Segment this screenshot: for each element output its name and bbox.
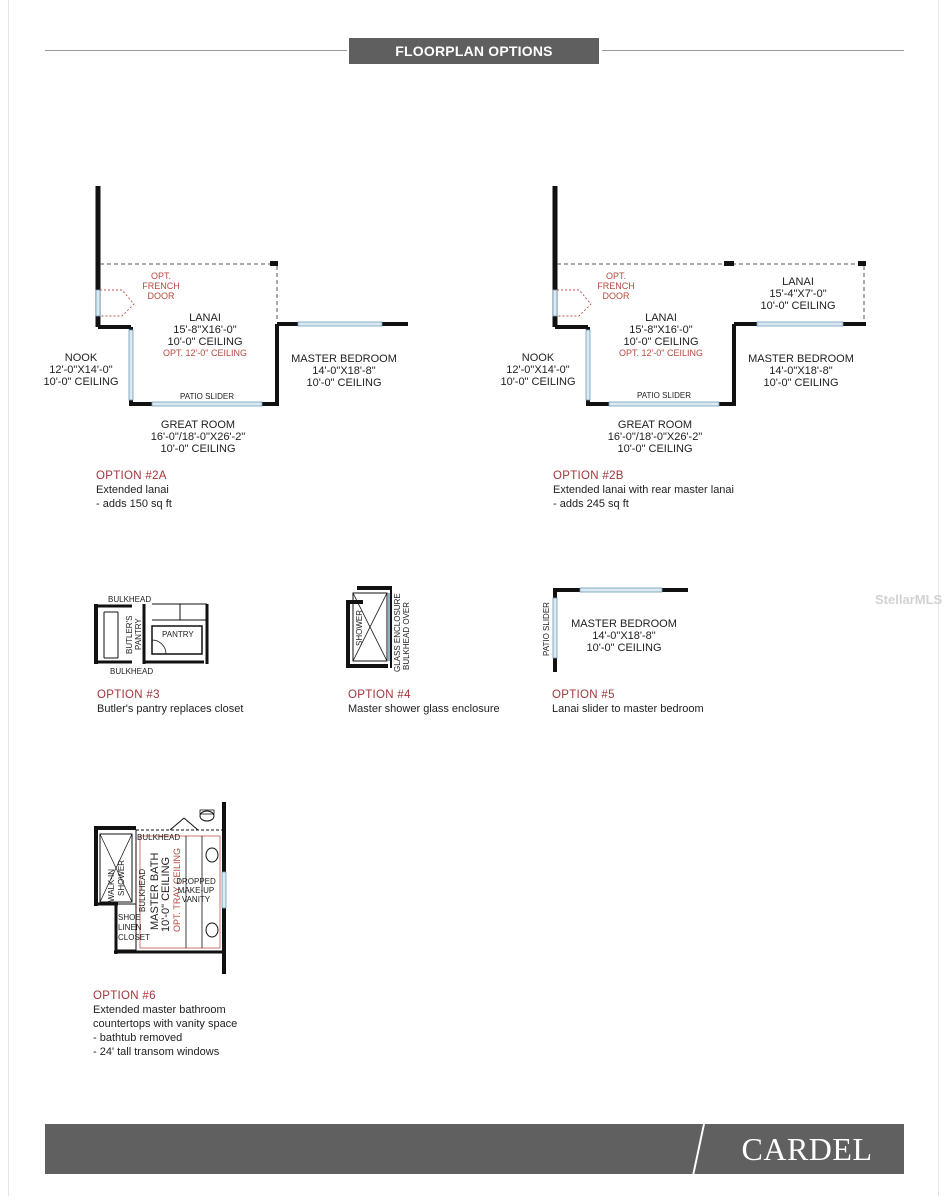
opt-french-door-3: DOOR	[147, 291, 175, 301]
nook-dims: 12'-0"X14'-0"	[506, 364, 570, 376]
option-line: - bathtub removed	[93, 1032, 183, 1044]
option-title: OPTION #4	[348, 689, 411, 701]
watermark: StellarMLS	[875, 592, 943, 607]
plan-option-5	[538, 584, 698, 674]
header-rule-left	[45, 50, 347, 51]
header-rule-right	[602, 50, 904, 51]
lanai-ceiling: 10'-0" CEILING	[623, 336, 699, 348]
shoe-linen-label-3: CLOSET	[118, 933, 151, 942]
nook-name: NOOK	[64, 352, 98, 364]
master-bedroom-ceiling: 10'-0" CEILING	[763, 377, 839, 389]
lanai-ceiling: 10'-0" CEILING	[167, 336, 243, 348]
bulkhead-over-label: BULKHEAD OVER	[402, 601, 411, 670]
option-2a-caption	[96, 469, 172, 511]
master-bedroom-dims: 14'-0"X18'-8"	[769, 365, 833, 377]
nook-dims: 12'-0"X14'-0"	[49, 364, 113, 376]
dropped-vanity-label-2: MAKE-UP	[177, 886, 215, 895]
great-room-dims: 16'-0"/18'-0"X26'-2"	[607, 431, 703, 443]
glass-enclosure-label: GLASS ENCLOSURE	[393, 593, 402, 672]
master-bedroom-name: MASTER BEDROOM	[748, 353, 854, 365]
great-room-dims: 16'-0"/18'-0"X26'-2"	[150, 431, 246, 443]
shoe-linen-label-1: SHOE	[118, 913, 141, 922]
page-title: FLOORPLAN OPTIONS	[349, 38, 599, 64]
option-line: Extended master bathroom	[93, 1004, 226, 1016]
option-title: OPTION #5	[552, 689, 615, 701]
nook-ceiling: 10'-0" CEILING	[43, 376, 119, 388]
lanai-name: LANAI	[645, 312, 677, 324]
nook-ceiling: 10'-0" CEILING	[500, 376, 576, 388]
option-line: countertops with vanity space	[93, 1018, 238, 1030]
great-room-name: GREAT ROOM	[617, 419, 693, 431]
option-5-caption	[552, 688, 704, 716]
opt-french-door-1: OPT.	[150, 271, 172, 281]
bulkhead-top-label: BULKHEAD	[108, 595, 152, 604]
option-line: Extended lanai	[96, 484, 169, 496]
great-room-ceiling: 10'-0" CEILING	[617, 443, 693, 455]
option-line: - adds 245 sq ft	[553, 498, 629, 510]
shower-label: SHOWER	[355, 610, 364, 646]
dropped-vanity-label-3: VANITY	[181, 895, 211, 904]
bulkhead-side-label: BULKHEAD	[138, 868, 147, 912]
patio-slider-label: PATIO SLIDER	[542, 602, 551, 656]
butlers-pantry-label-2: PANTRY	[134, 618, 143, 650]
rear-lanai-name: LANAI	[782, 276, 814, 288]
great-room-name: GREAT ROOM	[160, 419, 236, 431]
patio-slider-label: PATIO SLIDER	[180, 392, 234, 401]
master-bedroom-name: MASTER BEDROOM	[291, 353, 397, 365]
option-title: OPTION #2B	[553, 470, 624, 482]
plan-option-3	[92, 590, 222, 676]
option-2b-caption	[553, 469, 734, 511]
plan-option-4	[343, 584, 423, 674]
master-bedroom-name: MASTER BEDROOM	[571, 618, 677, 630]
lanai-name: LANAI	[189, 312, 221, 324]
option-line: - 24' tall transom windows	[93, 1046, 220, 1058]
great-room-ceiling: 10'-0" CEILING	[160, 443, 236, 455]
option-title: OPTION #6	[93, 990, 156, 1002]
plan-option-2a	[30, 180, 430, 460]
option-line: - adds 150 sq ft	[96, 498, 172, 510]
brand-logo: CARDEL	[741, 1131, 873, 1167]
option-4-caption	[348, 688, 500, 716]
nook-name: NOOK	[521, 352, 555, 364]
option-6-caption	[93, 989, 237, 1059]
master-bedroom-dims: 14'-0"X18'-8"	[312, 365, 376, 377]
lanai-dims: 15'-8"X16'-0"	[629, 324, 693, 336]
master-bedroom-dims: 14'-0"X18'-8"	[592, 630, 656, 642]
lanai-dims: 15'-8"X16'-0"	[173, 324, 237, 336]
walk-in-shower-label-1: WALK-IN	[107, 868, 116, 902]
option-title: OPTION #3	[97, 689, 160, 701]
opt-french-door-3: DOOR	[602, 291, 630, 301]
lanai-opt-ceiling: OPT. 12'-0" CEILING	[163, 348, 247, 358]
bulkhead-bottom-label: BULKHEAD	[110, 667, 154, 676]
master-bedroom-ceiling: 10'-0" CEILING	[306, 377, 382, 389]
option-line: Butler's pantry replaces closet	[97, 703, 244, 715]
opt-tray-ceiling: OPT. TRAY CEILING	[172, 847, 182, 932]
opt-french-door-1: OPT.	[605, 271, 627, 281]
bulkhead-top-label: BULKHEAD	[137, 833, 181, 842]
rear-lanai-ceiling: 10'-0" CEILING	[760, 300, 836, 312]
shoe-linen-label-2: LINEN	[118, 923, 142, 932]
master-bath-ceiling: 10'-0" CEILING	[160, 856, 172, 932]
option-3-caption	[97, 688, 243, 716]
pantry-label: PANTRY	[162, 630, 194, 639]
option-title: OPTION #2A	[96, 470, 167, 482]
option-line: Master shower glass enclosure	[348, 703, 500, 715]
option-line: Extended lanai with rear master lanai	[553, 484, 734, 496]
opt-french-door-2: FRENCH	[142, 281, 180, 291]
rear-lanai-dims: 15'-4"X7'-0"	[769, 288, 827, 300]
butlers-pantry-label-1: BUTLER'S	[125, 615, 134, 654]
patio-slider-label: PATIO SLIDER	[637, 391, 691, 400]
master-bath-label: MASTER BATH	[149, 852, 161, 930]
opt-french-door-2: FRENCH	[597, 281, 635, 291]
master-bedroom-ceiling: 10'-0" CEILING	[586, 642, 662, 654]
plan-option-2b	[487, 180, 887, 460]
plan-option-6	[90, 800, 235, 976]
walk-in-shower-label-2: SHOWER	[117, 860, 126, 896]
option-line: Lanai slider to master bedroom	[552, 703, 704, 715]
dropped-vanity-label-1: DROPPED	[176, 877, 216, 886]
lanai-opt-ceiling: OPT. 12'-0" CEILING	[619, 348, 703, 358]
